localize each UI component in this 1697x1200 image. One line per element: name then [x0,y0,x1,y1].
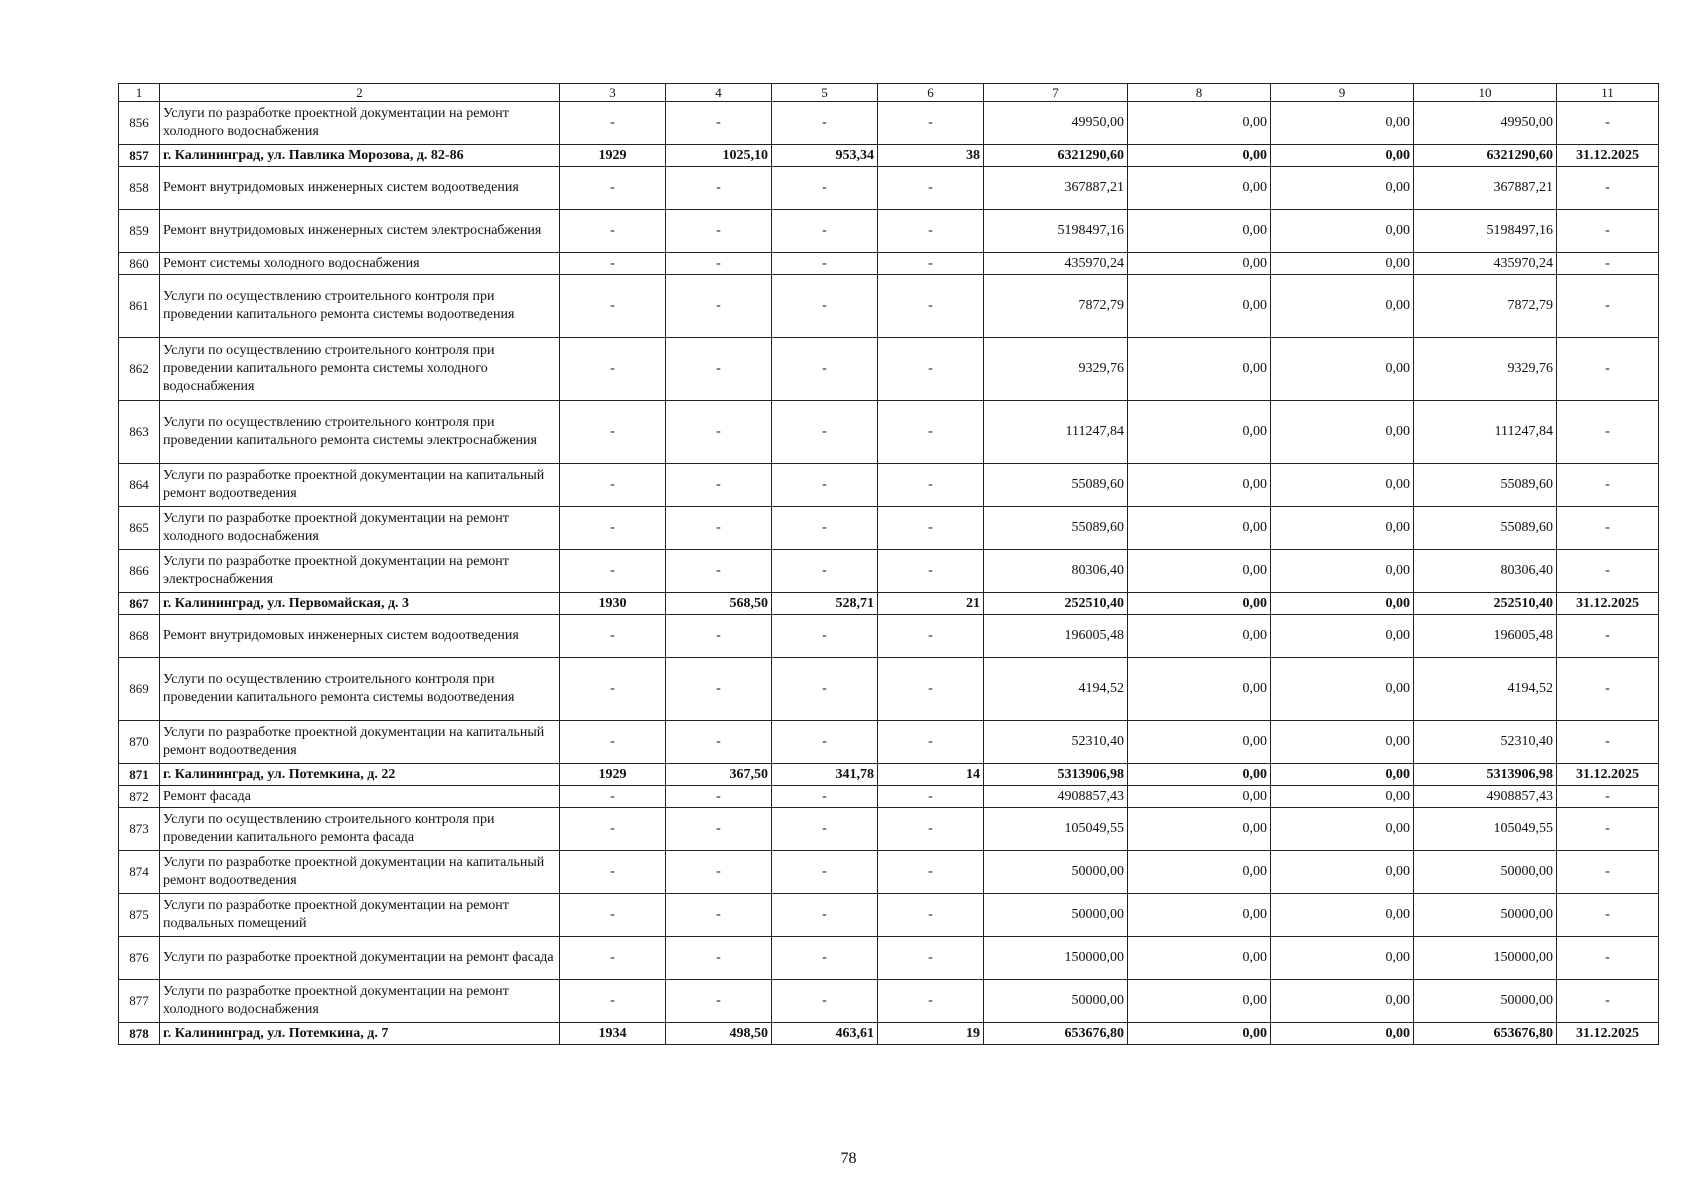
work-name-cell: Услуги по разработке проектной документации на ремонт фасада [160,937,560,980]
work-row [119,851,1659,894]
work-row [119,507,1659,550]
total-cost-cell: 55089,60 [984,464,1128,507]
deadline-cell: - [1557,980,1659,1023]
owners-funds-cell: 4908857,43 [1414,786,1557,808]
owners-funds-cell: 435970,24 [1414,253,1557,275]
work-name-cell: Услуги по осуществлению строительного контроля при проведении капитального ремонта фасада [160,808,560,851]
year-cell: - [560,851,666,894]
deadline-cell: - [1557,615,1659,658]
total-area-cell: - [666,894,772,937]
column-number-header: 6 [878,84,984,102]
total-area-cell: - [666,167,772,210]
work-row [119,210,1659,253]
row-number-cell: 876 [119,937,160,980]
federal-funds-cell: 0,00 [1128,145,1271,167]
residents-cell: 21 [878,593,984,615]
total-cost-cell: 196005,48 [984,615,1128,658]
work-row [119,275,1659,338]
total-cost-cell: 50000,00 [984,980,1128,1023]
year-cell: - [560,937,666,980]
year-cell: - [560,658,666,721]
living-area-cell: 463,61 [772,1023,878,1045]
residents-cell: - [878,851,984,894]
work-name-cell: Услуги по разработке проектной документации на ремонт холодного водоснабжения [160,507,560,550]
deadline-cell: - [1557,808,1659,851]
residents-cell: - [878,464,984,507]
owners-funds-cell: 367887,21 [1414,167,1557,210]
column-number-header: 7 [984,84,1128,102]
living-area-cell: - [772,658,878,721]
row-number-cell: 858 [119,167,160,210]
owners-funds-cell: 7872,79 [1414,275,1557,338]
row-number-cell: 859 [119,210,160,253]
residents-cell: - [878,721,984,764]
work-name-cell: Услуги по осуществлению строительного контроля при проведении капитального ремонта системы водоотведения [160,275,560,338]
address-row [119,593,1659,615]
total-area-cell: - [666,401,772,464]
total-area-cell: - [666,615,772,658]
living-area-cell: - [772,338,878,401]
regional-funds-cell: 0,00 [1271,658,1414,721]
work-name-cell: г. Калининград, ул. Потемкина, д. 7 [160,1023,560,1045]
owners-funds-cell: 50000,00 [1414,894,1557,937]
deadline-cell: - [1557,550,1659,593]
deadline-cell: - [1557,464,1659,507]
work-name-cell: Услуги по разработке проектной документации на ремонт электроснабжения [160,550,560,593]
total-cost-cell: 50000,00 [984,851,1128,894]
work-name-cell: Услуги по разработке проектной документации на капитальный ремонт водоотведения [160,721,560,764]
living-area-cell: - [772,102,878,145]
federal-funds-cell: 0,00 [1128,167,1271,210]
row-number-cell: 862 [119,338,160,401]
residents-cell: - [878,615,984,658]
living-area-cell: 528,71 [772,593,878,615]
residents-cell: 19 [878,1023,984,1045]
residents-cell: - [878,937,984,980]
work-name-cell: Ремонт внутридомовых инженерных систем водоотведения [160,615,560,658]
total-cost-cell: 111247,84 [984,401,1128,464]
deadline-cell: - [1557,253,1659,275]
residents-cell: - [878,894,984,937]
work-row [119,338,1659,401]
total-cost-cell: 50000,00 [984,894,1128,937]
year-cell: - [560,253,666,275]
deadline-cell: - [1557,102,1659,145]
row-number-cell: 871 [119,764,160,786]
regional-funds-cell: 0,00 [1271,507,1414,550]
living-area-cell: - [772,937,878,980]
federal-funds-cell: 0,00 [1128,786,1271,808]
regional-funds-cell: 0,00 [1271,338,1414,401]
total-cost-cell: 435970,24 [984,253,1128,275]
residents-cell: - [878,210,984,253]
federal-funds-cell: 0,00 [1128,253,1271,275]
row-number-cell: 863 [119,401,160,464]
living-area-cell: - [772,275,878,338]
regional-funds-cell: 0,00 [1271,464,1414,507]
work-row [119,658,1659,721]
year-cell: - [560,210,666,253]
work-row [119,721,1659,764]
work-name-cell: Ремонт фасада [160,786,560,808]
year-cell: - [560,615,666,658]
works-table [118,83,1659,1045]
year-cell: - [560,338,666,401]
residents-cell: - [878,167,984,210]
owners-funds-cell: 50000,00 [1414,851,1557,894]
total-cost-cell: 150000,00 [984,937,1128,980]
federal-funds-cell: 0,00 [1128,401,1271,464]
regional-funds-cell: 0,00 [1271,210,1414,253]
owners-funds-cell: 105049,55 [1414,808,1557,851]
federal-funds-cell: 0,00 [1128,550,1271,593]
total-area-cell: - [666,464,772,507]
residents-cell: 14 [878,764,984,786]
total-cost-cell: 49950,00 [984,102,1128,145]
residents-cell: - [878,808,984,851]
total-area-cell: - [666,851,772,894]
owners-funds-cell: 653676,80 [1414,1023,1557,1045]
regional-funds-cell: 0,00 [1271,275,1414,338]
total-area-cell: - [666,658,772,721]
deadline-cell: - [1557,275,1659,338]
work-row [119,615,1659,658]
work-row [119,808,1659,851]
year-cell: - [560,401,666,464]
total-area-cell: - [666,937,772,980]
total-cost-cell: 653676,80 [984,1023,1128,1045]
living-area-cell: - [772,980,878,1023]
column-number-header: 11 [1557,84,1659,102]
owners-funds-cell: 150000,00 [1414,937,1557,980]
regional-funds-cell: 0,00 [1271,808,1414,851]
total-area-cell: - [666,786,772,808]
address-row [119,145,1659,167]
federal-funds-cell: 0,00 [1128,894,1271,937]
total-area-cell: - [666,721,772,764]
regional-funds-cell: 0,00 [1271,721,1414,764]
residents-cell: - [878,275,984,338]
residents-cell: - [878,550,984,593]
row-number-cell: 867 [119,593,160,615]
living-area-cell: - [772,507,878,550]
owners-funds-cell: 52310,40 [1414,721,1557,764]
work-row [119,894,1659,937]
deadline-cell: - [1557,937,1659,980]
address-row [119,764,1659,786]
work-name-cell: Услуги по разработке проектной документации на капитальный ремонт водоотведения [160,851,560,894]
residents-cell: - [878,338,984,401]
deadline-cell: - [1557,786,1659,808]
column-number-header: 10 [1414,84,1557,102]
table-body [119,84,1659,1045]
address-row [119,1023,1659,1045]
row-number-cell: 875 [119,894,160,937]
deadline-cell: 31.12.2025 [1557,145,1659,167]
total-area-cell: - [666,808,772,851]
column-number-header: 8 [1128,84,1271,102]
deadline-cell: - [1557,210,1659,253]
deadline-cell: - [1557,338,1659,401]
residents-cell: - [878,102,984,145]
total-area-cell: 1025,10 [666,145,772,167]
owners-funds-cell: 55089,60 [1414,464,1557,507]
year-cell: - [560,102,666,145]
column-number-header: 1 [119,84,160,102]
row-number-cell: 877 [119,980,160,1023]
work-name-cell: г. Калининград, ул. Первомайская, д. 3 [160,593,560,615]
total-cost-cell: 4908857,43 [984,786,1128,808]
column-number-header: 9 [1271,84,1414,102]
work-name-cell: Услуги по разработке проектной документации на ремонт холодного водоснабжения [160,102,560,145]
work-row [119,980,1659,1023]
work-row [119,464,1659,507]
living-area-cell: - [772,721,878,764]
total-area-cell: 568,50 [666,593,772,615]
year-cell: - [560,980,666,1023]
work-name-cell: Услуги по осуществлению строительного контроля при проведении капитального ремонта системы холодного водоснабжения [160,338,560,401]
work-row [119,167,1659,210]
work-name-cell: г. Калининград, ул. Павлика Морозова, д. 82-86 [160,145,560,167]
year-cell: - [560,464,666,507]
column-number-header: 4 [666,84,772,102]
federal-funds-cell: 0,00 [1128,658,1271,721]
row-number-cell: 857 [119,145,160,167]
row-number-cell: 874 [119,851,160,894]
federal-funds-cell: 0,00 [1128,764,1271,786]
work-name-cell: Ремонт системы холодного водоснабжения [160,253,560,275]
living-area-cell: - [772,464,878,507]
living-area-cell: - [772,615,878,658]
year-cell: 1930 [560,593,666,615]
regional-funds-cell: 0,00 [1271,145,1414,167]
living-area-cell: 953,34 [772,145,878,167]
living-area-cell: - [772,550,878,593]
owners-funds-cell: 50000,00 [1414,980,1557,1023]
row-number-cell: 878 [119,1023,160,1045]
work-row [119,786,1659,808]
regional-funds-cell: 0,00 [1271,167,1414,210]
total-area-cell: - [666,275,772,338]
residents-cell: - [878,980,984,1023]
total-area-cell: - [666,550,772,593]
year-cell: - [560,507,666,550]
work-name-cell: Ремонт внутридомовых инженерных систем электроснабжения [160,210,560,253]
work-row [119,937,1659,980]
regional-funds-cell: 0,00 [1271,894,1414,937]
total-cost-cell: 9329,76 [984,338,1128,401]
deadline-cell: - [1557,507,1659,550]
living-area-cell: - [772,401,878,464]
federal-funds-cell: 0,00 [1128,338,1271,401]
total-area-cell: 367,50 [666,764,772,786]
total-area-cell: - [666,507,772,550]
work-row [119,550,1659,593]
total-cost-cell: 52310,40 [984,721,1128,764]
residents-cell: - [878,253,984,275]
total-cost-cell: 6321290,60 [984,145,1128,167]
regional-funds-cell: 0,00 [1271,1023,1414,1045]
federal-funds-cell: 0,00 [1128,507,1271,550]
column-number-header-row [119,84,1659,102]
work-row [119,102,1659,145]
year-cell: 1929 [560,764,666,786]
deadline-cell: 31.12.2025 [1557,764,1659,786]
total-cost-cell: 105049,55 [984,808,1128,851]
residents-cell: 38 [878,145,984,167]
living-area-cell: - [772,894,878,937]
total-area-cell: 498,50 [666,1023,772,1045]
year-cell: 1929 [560,145,666,167]
column-number-header: 3 [560,84,666,102]
regional-funds-cell: 0,00 [1271,851,1414,894]
deadline-cell: - [1557,721,1659,764]
federal-funds-cell: 0,00 [1128,721,1271,764]
living-area-cell: - [772,167,878,210]
owners-funds-cell: 49950,00 [1414,102,1557,145]
federal-funds-cell: 0,00 [1128,275,1271,338]
row-number-cell: 873 [119,808,160,851]
federal-funds-cell: 0,00 [1128,808,1271,851]
residents-cell: - [878,658,984,721]
row-number-cell: 864 [119,464,160,507]
living-area-cell: - [772,786,878,808]
federal-funds-cell: 0,00 [1128,1023,1271,1045]
column-number-header: 5 [772,84,878,102]
residents-cell: - [878,401,984,464]
living-area-cell: - [772,210,878,253]
work-name-cell: Услуги по осуществлению строительного контроля при проведении капитального ремонта системы электроснабжения [160,401,560,464]
total-cost-cell: 367887,21 [984,167,1128,210]
year-cell: 1934 [560,1023,666,1045]
federal-funds-cell: 0,00 [1128,615,1271,658]
year-cell: - [560,786,666,808]
owners-funds-cell: 196005,48 [1414,615,1557,658]
regional-funds-cell: 0,00 [1271,253,1414,275]
total-cost-cell: 80306,40 [984,550,1128,593]
page-number: 78 [840,1150,857,1167]
work-row [119,401,1659,464]
regional-funds-cell: 0,00 [1271,102,1414,145]
total-cost-cell: 55089,60 [984,507,1128,550]
row-number-cell: 861 [119,275,160,338]
row-number-cell: 856 [119,102,160,145]
federal-funds-cell: 0,00 [1128,102,1271,145]
total-cost-cell: 252510,40 [984,593,1128,615]
total-cost-cell: 7872,79 [984,275,1128,338]
residents-cell: - [878,507,984,550]
row-number-cell: 866 [119,550,160,593]
work-name-cell: Услуги по разработке проектной документации на ремонт подвальных помещений [160,894,560,937]
federal-funds-cell: 0,00 [1128,980,1271,1023]
federal-funds-cell: 0,00 [1128,464,1271,507]
row-number-cell: 865 [119,507,160,550]
year-cell: - [560,894,666,937]
deadline-cell: - [1557,167,1659,210]
total-cost-cell: 4194,52 [984,658,1128,721]
work-name-cell: г. Калининград, ул. Потемкина, д. 22 [160,764,560,786]
year-cell: - [560,275,666,338]
deadline-cell: - [1557,658,1659,721]
owners-funds-cell: 55089,60 [1414,507,1557,550]
federal-funds-cell: 0,00 [1128,593,1271,615]
total-area-cell: - [666,210,772,253]
regional-funds-cell: 0,00 [1271,937,1414,980]
owners-funds-cell: 80306,40 [1414,550,1557,593]
owners-funds-cell: 5313906,98 [1414,764,1557,786]
work-name-cell: Услуги по осуществлению строительного контроля при проведении капитального ремонта системы водоотведения [160,658,560,721]
deadline-cell: 31.12.2025 [1557,593,1659,615]
total-area-cell: - [666,102,772,145]
year-cell: - [560,167,666,210]
living-area-cell: 341,78 [772,764,878,786]
deadline-cell: - [1557,851,1659,894]
deadline-cell: - [1557,401,1659,464]
row-number-cell: 870 [119,721,160,764]
regional-funds-cell: 0,00 [1271,786,1414,808]
federal-funds-cell: 0,00 [1128,937,1271,980]
owners-funds-cell: 6321290,60 [1414,145,1557,167]
regional-funds-cell: 0,00 [1271,550,1414,593]
work-name-cell: Услуги по разработке проектной документации на ремонт холодного водоснабжения [160,980,560,1023]
regional-funds-cell: 0,00 [1271,401,1414,464]
federal-funds-cell: 0,00 [1128,851,1271,894]
owners-funds-cell: 9329,76 [1414,338,1557,401]
column-number-header: 2 [160,84,560,102]
regional-funds-cell: 0,00 [1271,764,1414,786]
deadline-cell: 31.12.2025 [1557,1023,1659,1045]
row-number-cell: 872 [119,786,160,808]
owners-funds-cell: 5198497,16 [1414,210,1557,253]
row-number-cell: 869 [119,658,160,721]
federal-funds-cell: 0,00 [1128,210,1271,253]
regional-funds-cell: 0,00 [1271,615,1414,658]
row-number-cell: 868 [119,615,160,658]
total-cost-cell: 5313906,98 [984,764,1128,786]
total-cost-cell: 5198497,16 [984,210,1128,253]
work-name-cell: Услуги по разработке проектной документации на капитальный ремонт водоотведения [160,464,560,507]
total-area-cell: - [666,980,772,1023]
owners-funds-cell: 4194,52 [1414,658,1557,721]
total-area-cell: - [666,338,772,401]
regional-funds-cell: 0,00 [1271,980,1414,1023]
owners-funds-cell: 111247,84 [1414,401,1557,464]
deadline-cell: - [1557,894,1659,937]
year-cell: - [560,721,666,764]
work-name-cell: Ремонт внутридомовых инженерных систем водоотведения [160,167,560,210]
year-cell: - [560,550,666,593]
living-area-cell: - [772,253,878,275]
owners-funds-cell: 252510,40 [1414,593,1557,615]
total-area-cell: - [666,253,772,275]
work-row [119,253,1659,275]
row-number-cell: 860 [119,253,160,275]
year-cell: - [560,808,666,851]
regional-funds-cell: 0,00 [1271,593,1414,615]
living-area-cell: - [772,851,878,894]
living-area-cell: - [772,808,878,851]
residents-cell: - [878,786,984,808]
